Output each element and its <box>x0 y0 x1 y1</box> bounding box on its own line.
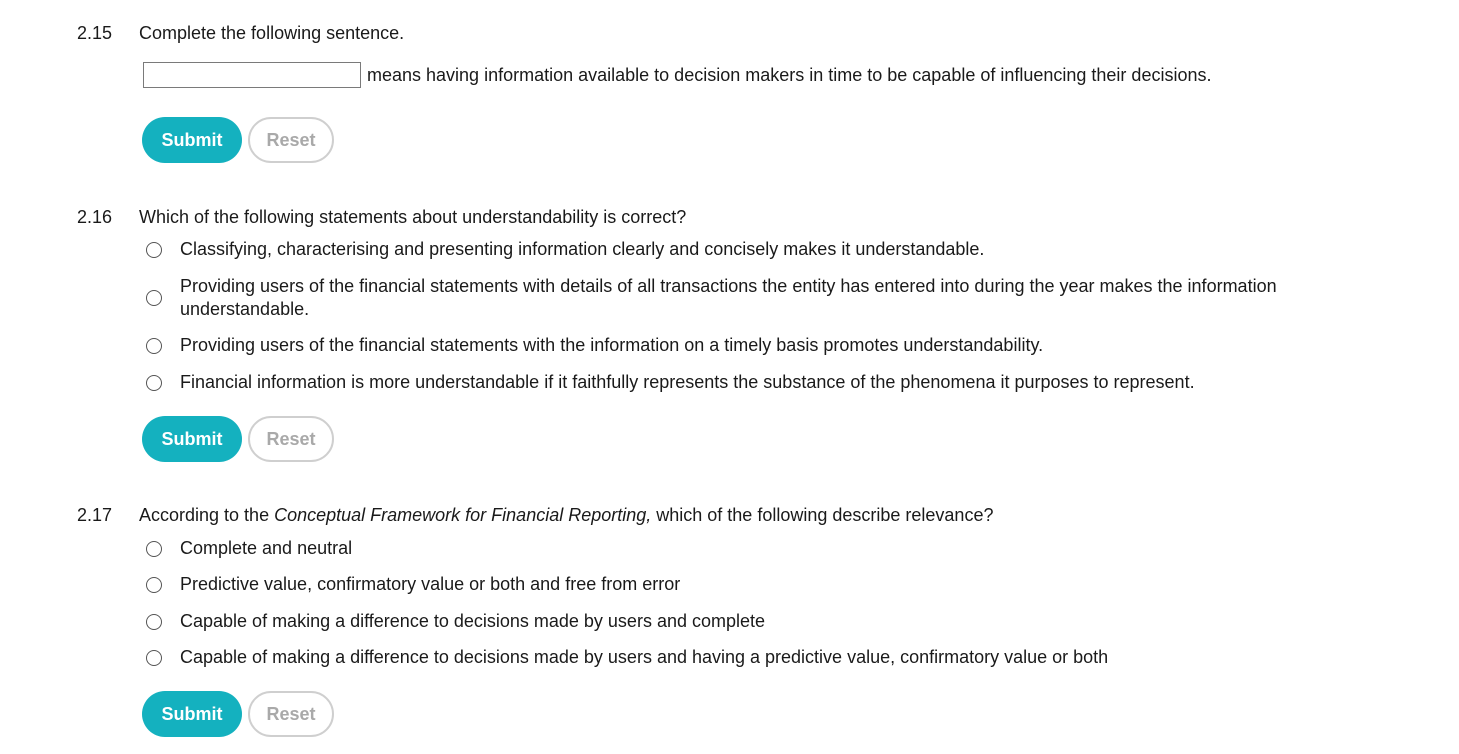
option-label: Complete and neutral <box>180 538 353 558</box>
radio-button[interactable] <box>146 577 162 593</box>
reset-button[interactable]: Reset <box>248 117 334 163</box>
option-label: Financial information is more understandable if it faithfully represents the substance of the phenomena it purposes to represent. <box>180 372 1195 392</box>
radio-button[interactable] <box>146 650 162 666</box>
radio-option[interactable] <box>146 537 1346 560</box>
question-number: 2.17 <box>77 505 113 525</box>
radio-button[interactable] <box>146 614 162 630</box>
submit-button[interactable]: Submit <box>142 416 242 462</box>
radio-option[interactable] <box>146 646 1346 669</box>
reset-button[interactable]: Reset <box>248 691 334 737</box>
option-label: Providing users of the financial statements with the information on a timely basis promotes understandability. <box>180 335 1044 355</box>
submit-button[interactable]: Submit <box>142 117 242 163</box>
question-prompt: Which of the following statements about understandability is correct? <box>139 207 687 227</box>
question-prompt: Complete the following sentence. <box>139 23 405 43</box>
radio-option[interactable] <box>146 371 1346 394</box>
option-label: Capable of making a difference to decisions made by users and having a predictive value, confirmatory value or both <box>180 647 1109 667</box>
prompt-italic-title: Conceptual Framework for Financial Reporting, <box>274 505 652 525</box>
question-number: 2.15 <box>77 23 113 43</box>
radio-button[interactable] <box>146 242 162 258</box>
submit-button[interactable]: Submit <box>142 691 242 737</box>
prompt-text: which of the following describe relevance? <box>651 505 994 525</box>
option-label: Predictive value, confirmatory value or both and free from error <box>180 574 681 594</box>
radio-option[interactable] <box>146 610 1346 633</box>
radio-option[interactable] <box>146 334 1346 357</box>
option-label: Classifying, characterising and presenting information clearly and concisely makes it understandable. <box>180 239 985 259</box>
radio-option[interactable] <box>146 238 1346 261</box>
question-prompt <box>139 505 993 526</box>
sentence-text: means having information available to decision makers in time to be capable of influencing their decisions. <box>367 64 1212 85</box>
radio-option[interactable] <box>146 275 1346 321</box>
radio-button[interactable] <box>146 338 162 354</box>
radio-option[interactable] <box>146 573 1346 596</box>
option-label: Providing users of the financial statements with details of all transactions the entity has entered into during the year makes the information understandable. <box>180 276 1277 319</box>
radio-button[interactable] <box>146 290 162 306</box>
radio-button[interactable] <box>146 375 162 391</box>
answer-blank-input[interactable] <box>143 62 361 88</box>
radio-button[interactable] <box>146 541 162 557</box>
fill-in-sentence <box>143 62 1211 88</box>
option-label: Capable of making a difference to decisions made by users and complete <box>180 611 766 631</box>
question-number: 2.16 <box>77 207 113 227</box>
reset-button[interactable]: Reset <box>248 416 334 462</box>
prompt-text: According to the <box>139 505 275 525</box>
